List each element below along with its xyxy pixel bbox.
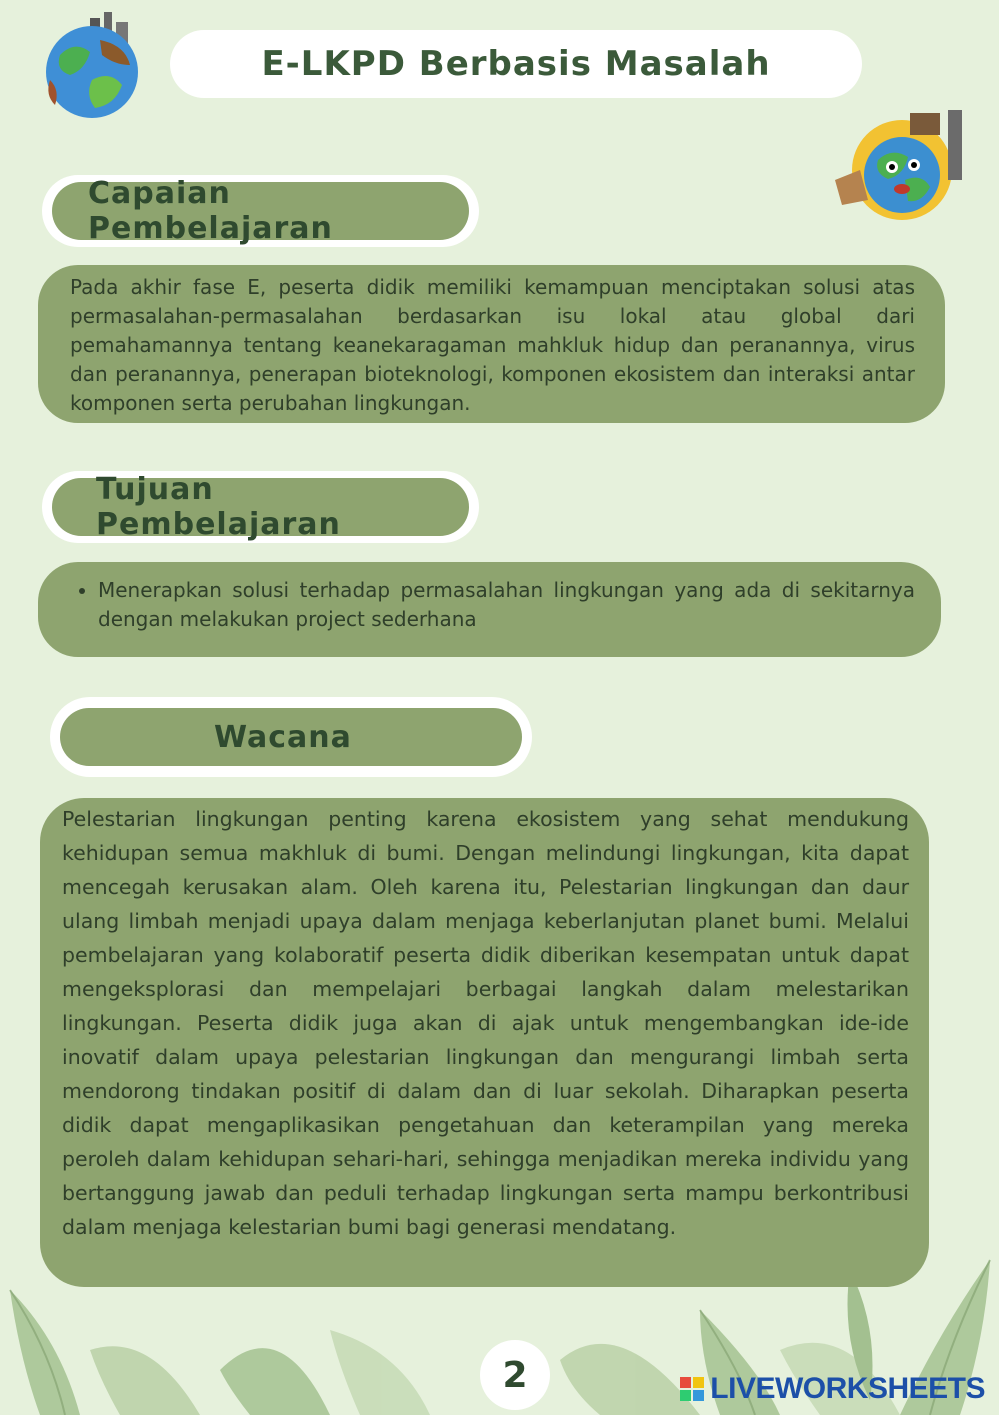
title-banner [170,30,862,98]
earth-pollution-icon [30,10,155,125]
liveworksheets-logo-icon [680,1377,704,1401]
sick-earth-icon [830,105,970,235]
wacana-box [40,798,929,1287]
watermark-text: LIVEWORKSHEETS [710,1372,985,1405]
wacana-heading: Wacana [214,719,352,755]
liveworksheets-watermark [680,1372,985,1406]
tujuan-box [38,562,941,657]
tujuan-list [76,576,915,634]
page-number-badge [480,1340,550,1410]
tujuan-heading-banner [42,471,479,543]
capaian-heading: Capaian Pembelajaran [88,176,333,246]
tujuan-heading: Tujuan Pembelajaran [96,472,341,542]
wacana-heading-banner [50,697,532,777]
capaian-box [38,265,945,423]
list-item: • Menerapkan solusi terhadap permasalahan lingkungan yang ada di sekitarnya dengan melakukan project sederhana [98,576,915,634]
page-number: 2 [502,1354,528,1396]
wacana-text: Pelestarian lingkungan penting karena ekosistem yang sehat mendukung kehidupan semua makhluk di bumi. Dengan melindungi lingkungan, kita dapat mencegah kerusakan alam. Oleh karena itu, Pelestarian lingkungan dan daur ulang limbah menjadi upaya dalam menjaga keberlanjutan planet bumi. Melalui pembelajaran yang kolaboratif peserta didik diberikan kesempatan untuk dapat mengeksplorasi dan mempelajari berbagai langkah dalam melestarikan lingkungan. Peserta didik juga akan di ajak untuk mengembangkan ide-ide inovatif dalam upaya pelestarian lingkungan dan mengurangi limbah serta mendorong tindakan positif di dalam dan di luar sekolah. Diharapkan peserta didik dapat mengaplikasikan pengetahuan dan keterampilan yang mereka peroleh dalam kehidupan sehari-hari, sehingga menjadikan mereka individu yang bertanggung jawab dan peduli terhadap lingkungan serta mampu berkontribusi dalam menjaga kelestarian bumi bagi generasi mendatang. [62,807,909,1239]
capaian-heading-banner [42,175,479,247]
capaian-text: Pada akhir fase E, peserta didik memiliki kemampuan menciptakan solusi atas permasalahan-permasalahan berdasarkan isu lokal atau global dari pemahamannya tentang keanekaragaman mahkluk hidup dan peranannya, virus dan peranannya, penerapan bioteknologi, komponen ekosistem dan interaksi antar komponen serta perubahan lingkungan. [70,275,915,415]
page-title: E-LKPD Berbasis Masalah [261,44,771,84]
